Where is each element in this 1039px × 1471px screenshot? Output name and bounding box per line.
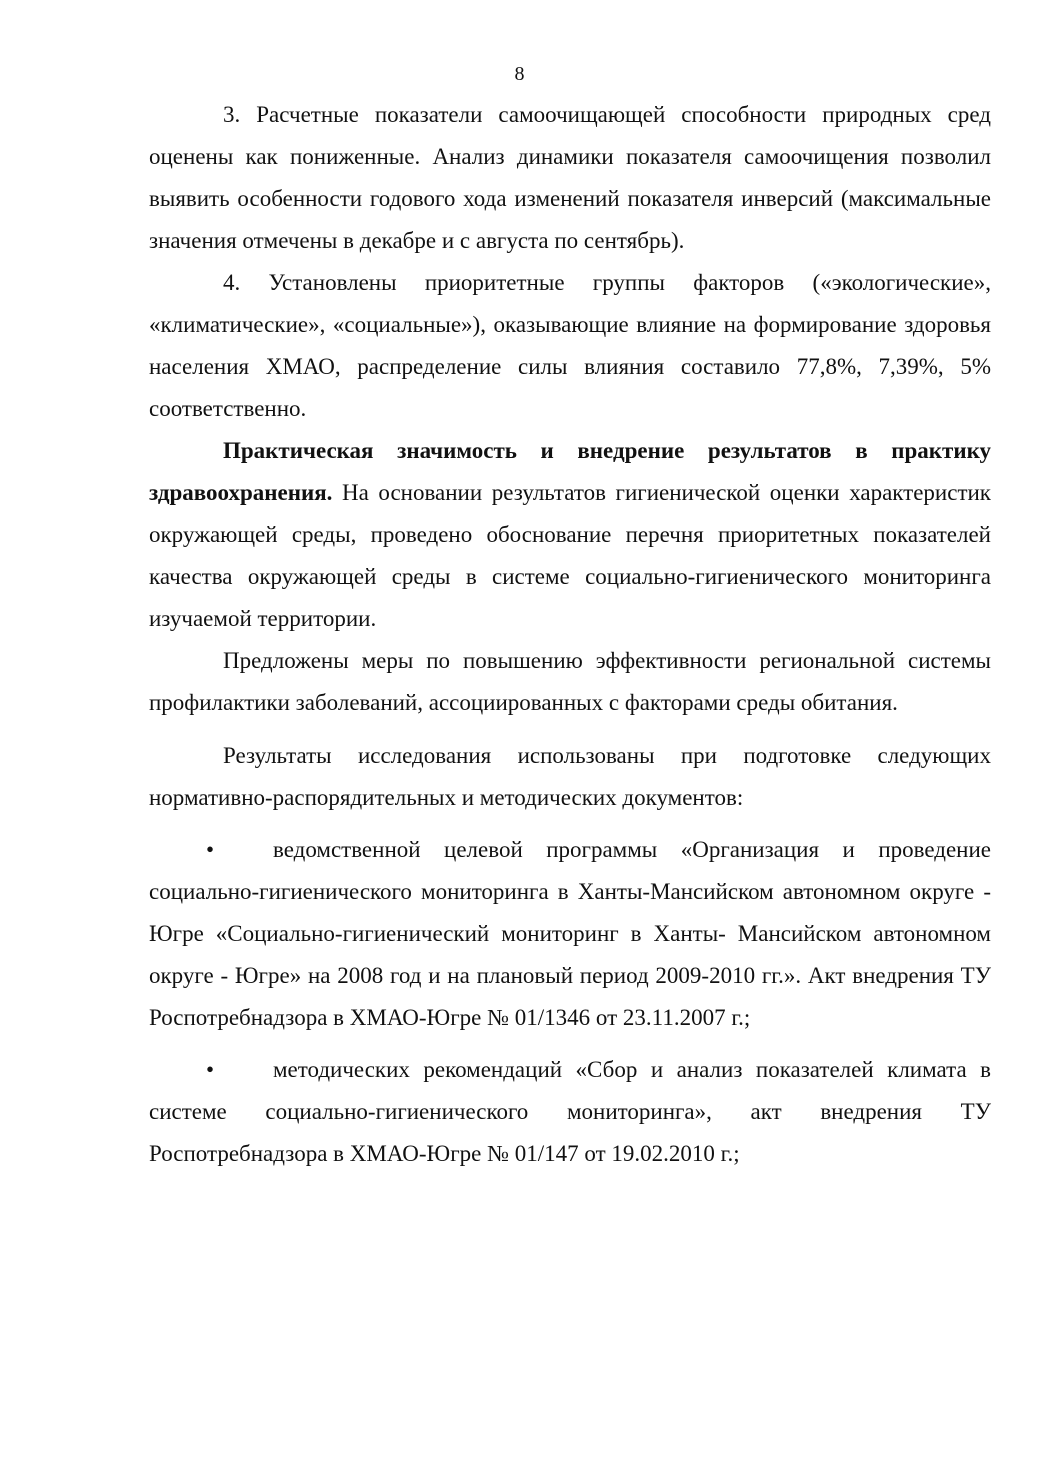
practical-significance-heading: Практическая значимость и внедрение результатов в практику здравоохранения. — [149, 438, 991, 505]
list-item-text: ведомственной целевой программы «Организация и проведение социально-гигиенического мониторинга в Ханты-Мансийском автономном округе - Югре «Социально-гигиенический мониторинг в Ханты- Мансийском автономном округе - Югре» на 2008 год и на плановый период 2009-2010 гг.». Акт внедрения ТУ Роспотребнадзора в ХМАО-Югре № 01/1346 от 23.11.2007 г.; — [149, 837, 991, 1030]
list-item-text: методических рекомендаций «Сбор и анализ показателей климата в системе социально-гигиенического мониторинга», акт внедрения ТУ Роспотребнадзора в ХМАО-Югре № 01/147 от 19.02.2010 г.; — [149, 1057, 991, 1166]
bullet-icon: • — [206, 1057, 215, 1082]
paragraph-results-used: Результаты исследования использованы при подготовке следующих нормативно-распорядительных и методических документов: — [149, 743, 991, 810]
practical-significance-text: На основании результатов гигиенической оценки характеристик окружающей среды, проведено обоснование перечня приоритетных показателей качества окружающей среды в системе социально-гигиенического мониторинга изучаемой территории. — [149, 480, 991, 631]
paragraph-finding-3: 3. Расчетные показатели самоочищающей способности природных сред оценены как пониженные. Анализ динамики показателя самоочищения позволил выявить особенности годового хода изменений показателя инверсий (максимальные значения отмечены в декабре и с августа по сентябрь). — [149, 102, 991, 253]
list-item — [149, 1049, 991, 1175]
paragraph-finding-4: 4. Установлены приоритетные группы факторов («экологические», «климатические», «социальные»), оказывающие влияние на формирование здоровья населения ХМАО, распределение силы влияния составило 77,8%, 7,39%, 5% соответственно. — [149, 270, 991, 421]
paragraph-proposed-measures: Предложены меры по повышению эффективности региональной системы профилактики заболеваний, ассоциированных с факторами среды обитания. — [149, 648, 991, 715]
document-body — [149, 94, 991, 1175]
bullet-icon: • — [206, 837, 215, 862]
paragraph-practical-significance — [149, 430, 991, 640]
page-number: 8 — [514, 63, 525, 85]
list-item — [149, 829, 991, 1039]
